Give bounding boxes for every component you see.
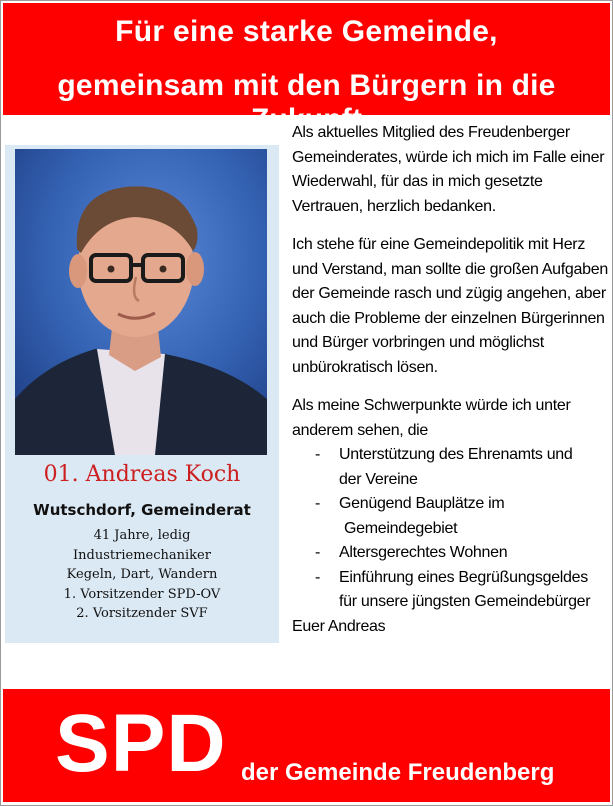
dash-marker: -	[315, 544, 321, 561]
statement-text	[292, 121, 608, 639]
list-item	[292, 566, 608, 615]
dash-marker: -	[315, 495, 321, 512]
candidate-location-role: Wutschdorf, Gemeinderat	[33, 501, 251, 519]
party-logo-text: SPD	[55, 698, 227, 789]
detail-line: 2. Vorsitzender SVF	[76, 606, 208, 621]
list-item-text: Unterstützung des Ehrenamts und	[339, 446, 573, 463]
list-item-text: Einführung eines Begrüßungsgeldes	[339, 568, 588, 586]
paragraph-1: Als aktuelles Mitglied des Freudenberger Gemeinderates, würde ich mich im Falle einer Wiederwahl, für das in mich gesetzte Vertrauen, herzlich bedanken.	[292, 124, 605, 215]
headline-line-1: Für eine starke Gemeinde,	[115, 15, 498, 48]
detail-line: 1. Vorsitzender SPD-OV	[63, 586, 221, 602]
list-item	[292, 541, 608, 566]
municipality-label: der Gemeinde Freudenberg	[241, 759, 555, 786]
list-item	[292, 492, 608, 541]
priority-list	[292, 443, 608, 615]
candidate-photo	[15, 149, 267, 455]
headline-line-2: gemeinsam mit den Bürgern in die Zukunft	[57, 69, 556, 136]
dash-marker: -	[315, 568, 321, 586]
candidate-name: 01. Andreas Koch	[43, 462, 241, 487]
detail-line: Kegeln, Dart, Wandern	[66, 567, 218, 582]
header-banner	[3, 3, 610, 136]
list-item	[292, 443, 608, 492]
signature: Euer Andreas	[292, 617, 386, 635]
candidate-details	[5, 526, 279, 624]
paragraph-2: Ich stehe für eine Gemeindepolitik mit Herz und Verstand, man sollte die großen Aufgaben der Gemeinde rasch und zügig angehen, aber auch die Probleme der einzelnen Bürgerinnen und Bürger vorbringen und möglichst unbürokratisch lösen.	[292, 236, 608, 376]
portrait-illustration	[15, 149, 267, 455]
detail-line: 41 Jahre, ledig	[93, 528, 191, 543]
detail-line: Industriemechaniker	[73, 547, 211, 563]
candidate-card	[5, 145, 279, 643]
list-item-text: der Vereine	[339, 470, 418, 488]
paragraph-3: Als meine Schwerpunkte würde ich unter anderem sehen, die	[292, 397, 571, 439]
dash-marker: -	[315, 446, 321, 463]
footer-banner	[3, 689, 610, 802]
list-item-text: Gemeindegebiet	[344, 519, 458, 537]
list-item-text: Altersgerechtes Wohnen	[339, 544, 508, 561]
list-item-text: Genügend Bauplätze im	[339, 495, 505, 512]
list-item-text: für unsere jüngsten Gemeindebürger	[339, 593, 591, 610]
